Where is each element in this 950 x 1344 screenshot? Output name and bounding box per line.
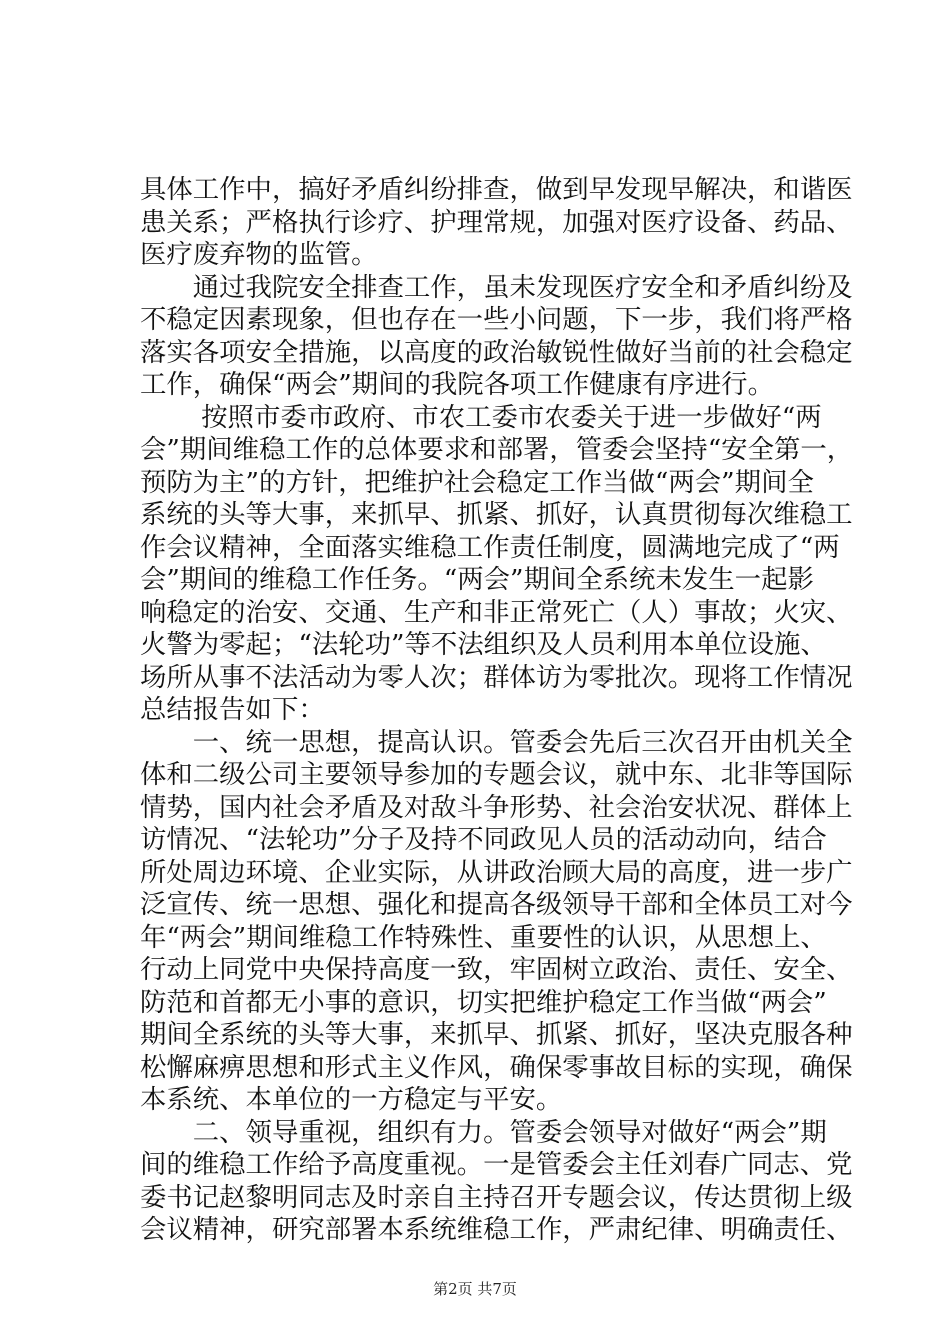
text-line: 泛宣传、统一思想、强化和提高各级领导干部和全体员工对今 (140, 889, 853, 920)
text-line: 本系统、本单位的一方稳定与平安。 (140, 1084, 563, 1115)
body-text (140, 174, 854, 1247)
text-line: 具体工作中，搞好矛盾纠纷排查，做到早发现早解决，和谐医 (140, 174, 853, 205)
text-line: 年“两会”期间维稳工作特殊性、重要性的认识，从思想上、 (140, 921, 827, 953)
page-number: 第2页 共7页 (433, 1280, 517, 1298)
text-line: 防范和首都无小事的意识，切实把维护稳定工作当做“两会” (140, 986, 827, 1018)
text-line: 通过我院安全排查工作，虽未发现医疗安全和矛盾纠纷及 (140, 271, 853, 303)
text-line: 按照市委市政府、市农工委市农委关于进一步做好“两 (140, 401, 822, 433)
text-line: 预防为主”的方针，把维护社会稳定工作当做“两会”期间全 (140, 466, 814, 498)
text-line: 委书记赵黎明同志及时亲自主持召开专题会议，传达贯彻上级 (140, 1181, 853, 1213)
text-line: 所处周边环境、企业实际，从讲政治顾大局的高度，进一步广 (140, 856, 853, 888)
text-line: 访情况、“法轮功”分子及持不同政见人员的活动动向，结合 (140, 824, 827, 855)
text-line: 情势，国内社会矛盾及对敌斗争形势、社会治安状况、群体上 (140, 791, 853, 823)
text-line: 落实各项安全措施，以高度的政治敏锐性做好当前的社会稳定 (140, 336, 853, 368)
text-line: 场所从事不法活动为零人次；群体访为零批次。现将工作情况 (140, 661, 853, 693)
text-line: 会”期间维稳工作的总体要求和部署，管委会坚持“安全第一， (140, 434, 854, 465)
text-line: 期间全系统的头等大事，来抓早、抓紧、抓好，坚决克服各种 (140, 1019, 853, 1050)
text-line: 行动上同党中央保持高度一致，牢固树立政治、责任、安全、 (140, 954, 853, 985)
text-line: 会议精神，研究部署本系统维稳工作，严肃纪律、明确责任、 (140, 1214, 853, 1245)
text-line: 响稳定的治安、交通、生产和非正常死亡（人）事故；火灾、 (140, 596, 853, 628)
text-line: 间的维稳工作给予高度重视。一是管委会主任刘春广同志、党 (140, 1149, 853, 1180)
page-footer (0, 1278, 950, 1299)
text-line: 松懈麻痹思想和形式主义作风，确保零事故目标的实现，确保 (140, 1051, 853, 1083)
text-line: 作会议精神，全面落实维稳工作责任制度，圆满地完成了“两 (140, 531, 840, 563)
text-line: 工作，确保“两会”期间的我院各项工作健康有序进行。 (140, 369, 774, 400)
text-line: 总结报告如下： (140, 694, 325, 725)
text-line: 体和二级公司主要领导参加的专题会议，就中东、北非等国际 (140, 759, 853, 790)
text-line: 系统的头等大事，来抓早、抓紧、抓好，认真贯彻每次维稳工 (140, 499, 853, 530)
text-line: 会”期间的维稳工作任务。“两会”期间全系统未发生一起影 (140, 564, 814, 595)
text-line: 一、统一思想，提高认识。管委会先后三次召开由机关全 (140, 726, 853, 758)
text-line: 火警为零起；“法轮功”等不法组织及人员利用本单位设施、 (140, 629, 827, 660)
text-line: 患关系；严格执行诊疗、护理常规，加强对医疗设备、药品、 (140, 206, 853, 238)
text-line: 医疗废弃物的监管。 (140, 239, 378, 270)
text-line: 不稳定因素现象，但也存在一些小问题，下一步，我们将严格 (140, 304, 853, 335)
text-line: 二、领导重视，组织有力。管委会领导对做好“两会”期 (140, 1116, 827, 1148)
